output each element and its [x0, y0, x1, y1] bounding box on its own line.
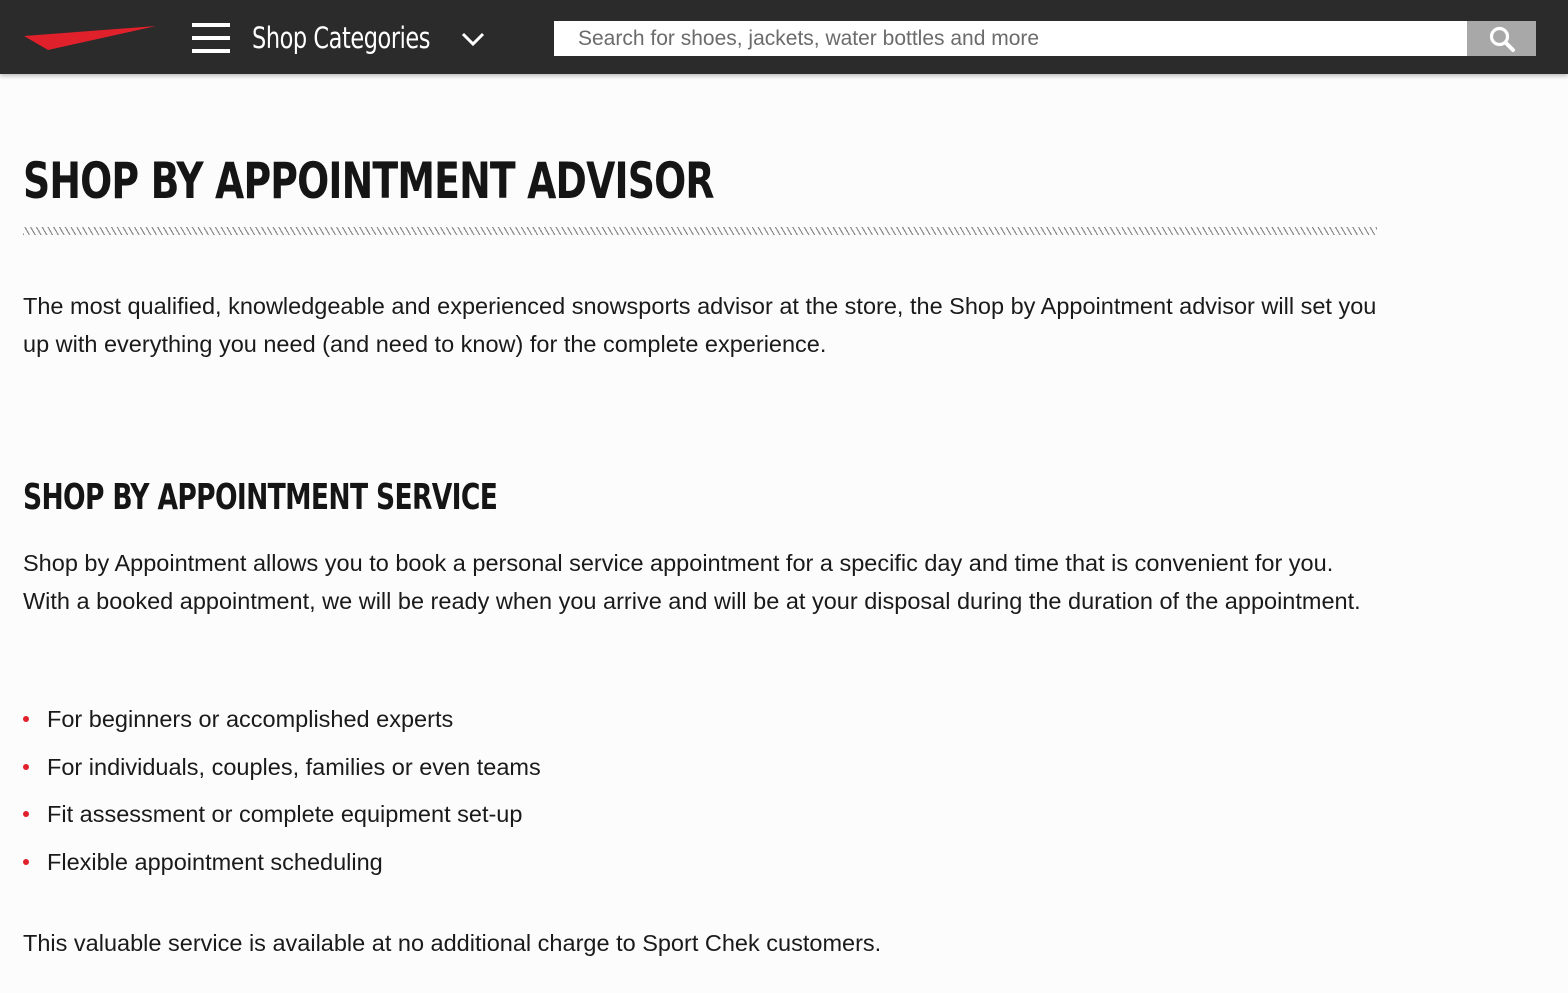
shop-categories-menu-button[interactable] [192, 18, 459, 58]
bullet-dot-icon [23, 764, 29, 770]
top-navigation-bar [0, 0, 1568, 74]
hamburger-icon [192, 23, 232, 53]
service-benefits-list [23, 700, 541, 890]
title-divider [23, 227, 1377, 235]
list-item [23, 748, 541, 796]
list-item [23, 843, 541, 891]
list-item-text: For beginners or accomplished experts [47, 706, 454, 732]
chevron-down-icon[interactable] [458, 24, 488, 54]
list-item-text: For individuals, couples, families or even teams [47, 753, 541, 780]
list-item-text: Flexible appointment scheduling [47, 848, 383, 875]
page-title: SHOP BY APPOINTMENT ADVISOR [23, 152, 714, 210]
search-icon [1488, 25, 1516, 53]
swoosh-logo-icon[interactable] [22, 22, 158, 54]
list-item [23, 700, 541, 748]
bullet-dot-icon [23, 716, 29, 722]
service-heading: SHOP BY APPOINTMENT SERVICE [23, 477, 498, 518]
search-bar [554, 21, 1536, 56]
search-input[interactable] [554, 21, 1467, 56]
advisor-intro-text: The most qualified, knowledgeable and experienced snowsports advisor at the store, the Shop by Appointment advisor will set you up with everything you need (and need to know) for the complete experience. [23, 293, 1377, 357]
bullet-dot-icon [23, 811, 29, 817]
search-button[interactable] [1467, 21, 1536, 56]
list-item-text: Fit assessment or complete equipment set-up [47, 801, 523, 827]
bullet-dot-icon [23, 859, 29, 865]
shop-categories-label: Shop Categories [252, 21, 431, 55]
service-description: Shop by Appointment allows you to book a personal service appointment for a specific day and time that is convenient for you. With a booked appointment, we will be ready when you arrive and will be at your disposal during the duration of the appointment. [23, 550, 1361, 614]
service-footer-note: This valuable service is available at no additional charge to Sport Chek customers. [23, 930, 882, 956]
list-item [23, 795, 541, 843]
